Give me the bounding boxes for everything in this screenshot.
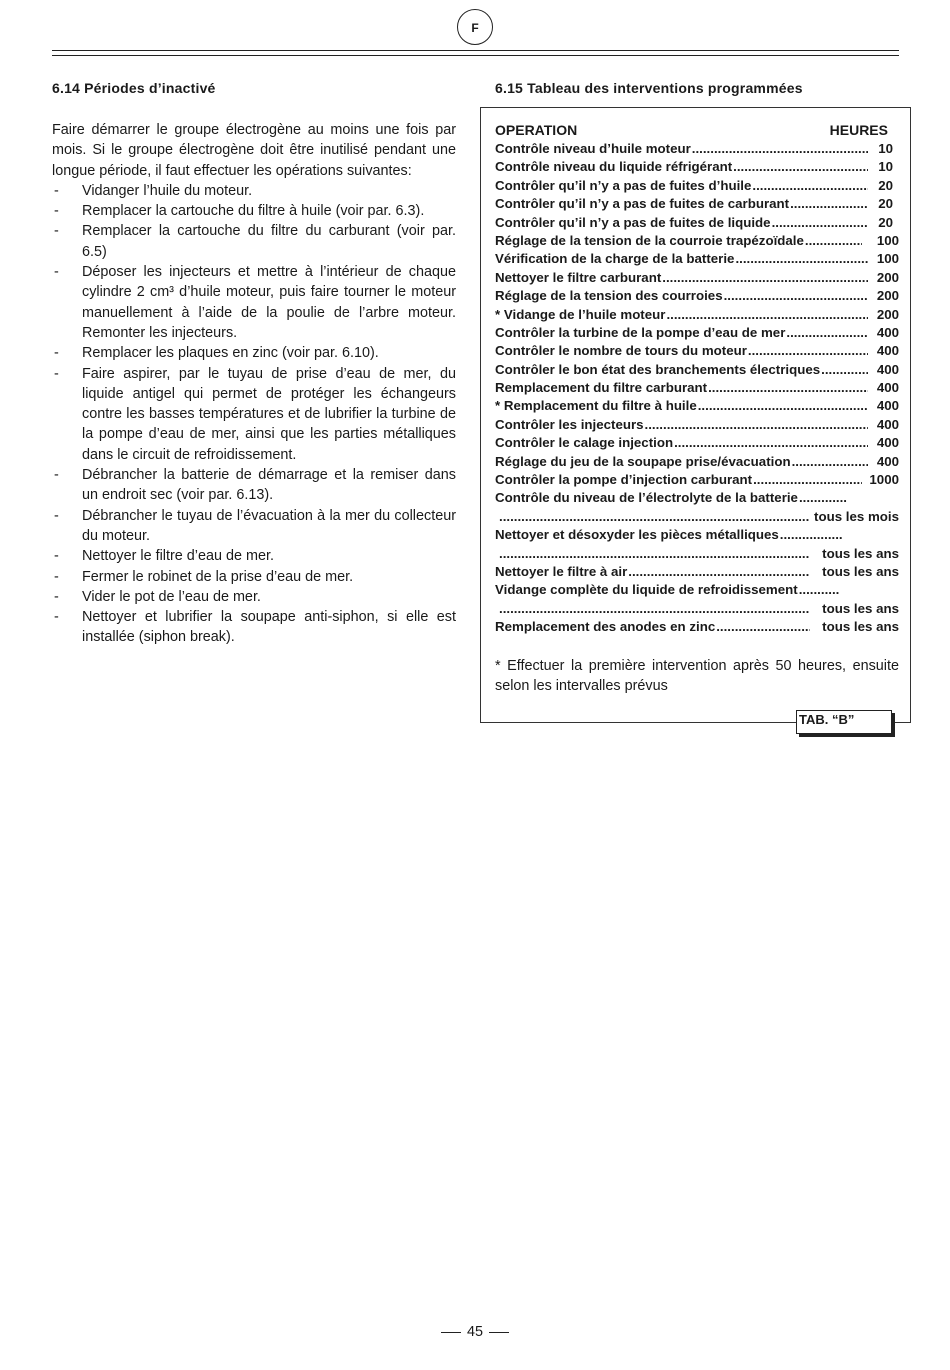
section-heading-inactivity: 6.14 Périodes d’inactivé <box>52 80 216 96</box>
table-row-label: Contrôle du niveau de l’électrolyte de la batterie ..... <box>495 489 899 507</box>
table-row: * Remplacement du filtre à huile ..... 400 <box>495 397 899 415</box>
header-rule-second <box>52 55 899 56</box>
section-heading-maintenance-table: 6.15 Tableau des interventions programmées <box>495 80 803 96</box>
list-item: - Vider le pot de l’eau de mer. <box>54 588 261 605</box>
list-item: - Nettoyer le filtre d’eau de mer. <box>54 548 274 565</box>
list-item: - Fermer le robinet de la prise d’eau de mer. <box>54 568 354 585</box>
table-row: Contrôler qu’il n’y a pas de fuites de carburant ..... 20 <box>495 195 899 213</box>
table-row: Contrôler le calage injection ..... 400 <box>495 434 899 452</box>
table-row: Contrôler la pompe d’injection carburant ..... 1000 <box>495 471 899 489</box>
table-row: Contrôler qu’il n’y a pas de fuites d’huile ..... 20 <box>495 177 899 195</box>
table-row: Contrôler la turbine de la pompe d’eau de mer ..... 400 <box>495 324 899 342</box>
page-number-dash-right <box>489 1332 509 1333</box>
table-row: Réglage de la tension de la courroie trapézoïdale ..... 100 <box>495 232 899 250</box>
list-item: - Débrancher le tuyau de l’évacuation à la mer du collecteur du moteur. <box>54 507 456 544</box>
table-row: Contrôle niveau d’huile moteur ..... 10 <box>495 140 899 158</box>
table-row-label: Nettoyer et désoxyder les pièces métalliques ..... <box>495 526 899 544</box>
inactivity-steps-list <box>52 181 456 648</box>
table-row: Réglage du jeu de la soupape prise/évacuation ..... 400 <box>495 453 899 471</box>
table-row: * Vidange de l’huile moteur ..... 200 <box>495 306 899 324</box>
table-row: Nettoyer le filtre à air ..... tous les ans <box>495 563 899 581</box>
list-item: - Nettoyer et lubrifier la soupape anti-siphon, si elle est installée (siphon break). <box>54 609 456 646</box>
language-badge: F <box>457 9 493 45</box>
list-item: - Remplacer la cartouche du filtre du carburant (voir par. 6.5) <box>54 223 456 260</box>
list-item: - Débrancher la batterie de démarrage et la remiser dans un endroit sec (voir par. 6.13). <box>54 467 456 504</box>
table-row: Contrôler le nombre de tours du moteur ..... 400 <box>495 342 899 360</box>
maintenance-table <box>495 121 899 637</box>
table-row: Réglage de la tension des courroies ..... 200 <box>495 287 899 305</box>
table-row: Contrôler qu’il n’y a pas de fuites de liquide ..... 20 <box>495 214 899 232</box>
table-label: TAB. “B” <box>796 710 892 734</box>
table-row-label: Vidange complète du liquide de refroidissement ..... <box>495 581 899 599</box>
inactivity-intro: Faire démarrer le groupe électrogène au moins une fois par mois. Si le groupe électrogène doit être inutilisé pendant une longue période, il faut effectuer les opérations suivantes: <box>52 122 456 179</box>
list-item: - Remplacer la cartouche du filtre à huile (voir par. 6.3). <box>54 203 425 220</box>
column-header-hours: HEURES <box>829 122 888 138</box>
table-header <box>495 121 899 140</box>
header-rule <box>52 50 899 51</box>
list-item: - Déposer les injecteurs et mettre à l’intérieur de chaque cylindre 2 cm³ d’huile moteur, puis faire tourner le moteur manuellement à l’aide de la poulie de l’arbre moteur. Remonter les injecteurs. <box>54 264 456 341</box>
page-number: 45 <box>0 1324 950 1340</box>
table-row-value: ..... tous les ans <box>495 600 899 618</box>
table-row: Vérification de la charge de la batterie ..... 100 <box>495 250 899 268</box>
column-header-operation: OPERATION <box>495 122 578 138</box>
inactivity-section <box>52 120 456 648</box>
table-row: Contrôler les injecteurs ..... 400 <box>495 416 899 434</box>
table-footnote: * Effectuer la première intervention après 50 heures, ensuite selon les intervalles prévus <box>495 658 899 695</box>
table-row-value: ..... tous les ans <box>495 545 899 563</box>
table-row: Contrôle niveau du liquide réfrigérant ..... 10 <box>495 158 899 176</box>
table-row: Contrôler le bon état des branchements électriques ..... 400 <box>495 361 899 379</box>
table-row: Nettoyer le filtre carburant ..... 200 <box>495 269 899 287</box>
list-item: - Vidanger l’huile du moteur. <box>54 182 253 199</box>
table-row: Remplacement des anodes en zinc ..... tous les ans <box>495 618 899 636</box>
table-row: Remplacement du filtre carburant ..... 400 <box>495 379 899 397</box>
page-number-dash-left <box>441 1332 461 1333</box>
list-item: - Faire aspirer, par le tuyau de prise d’eau de mer, du liquide antigel qui permet de protéger les échangeurs contre les basses températures et de lubrifier la turbine de la pompe d’eau de mer, ainsi que les parties métalliques dans le circuit de refroidissement. <box>54 365 456 463</box>
list-item: - Remplacer les plaques en zinc (voir par. 6.10). <box>54 345 379 362</box>
table-row-value: ..... tous les mois <box>495 508 899 526</box>
